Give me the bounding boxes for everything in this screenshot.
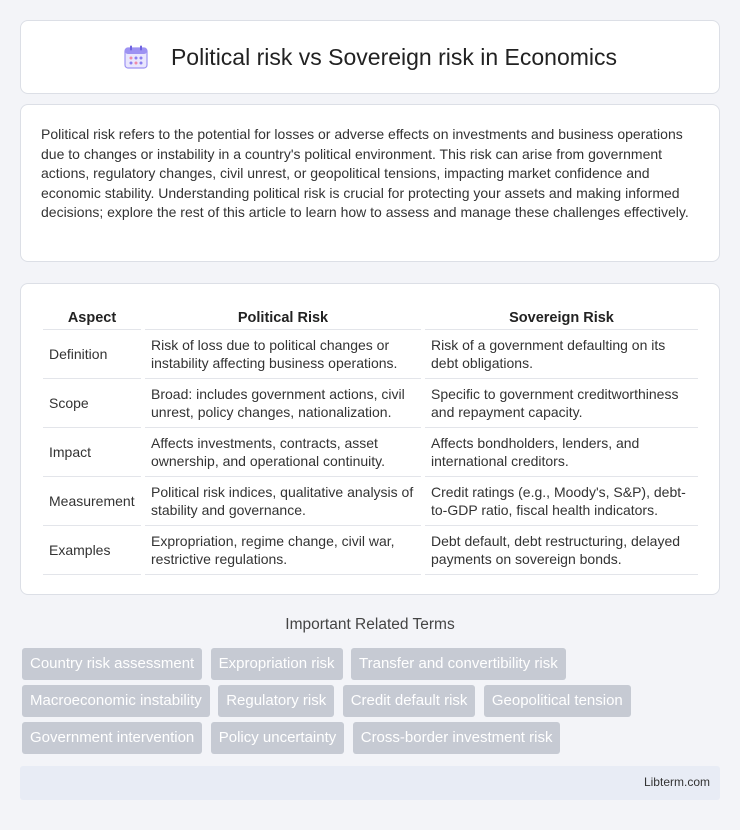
comparison-table: [43, 304, 698, 575]
tag-cross-border-investment-risk[interactable]: Cross-border investment risk: [353, 722, 561, 754]
tag-credit-default-risk[interactable]: Credit default risk: [343, 685, 476, 717]
comparison-card: [20, 283, 720, 595]
related-terms-title: Important Related Terms: [285, 616, 455, 633]
row-sovereign: Specific to government creditworthiness and repayment capacity.: [423, 379, 698, 428]
row-aspect: Examples: [43, 526, 143, 575]
intro-card: [20, 104, 720, 262]
tag-regulatory-risk[interactable]: Regulatory risk: [218, 685, 334, 717]
row-political: Broad: includes government actions, civil unrest, policy changes, nationalization.: [143, 379, 423, 428]
row-aspect: Definition: [43, 330, 143, 379]
header-aspect: Aspect: [43, 304, 143, 330]
footer-bar: [20, 766, 720, 800]
row-aspect: Impact: [43, 428, 143, 477]
row-sovereign: Affects bondholders, lenders, and international creditors.: [423, 428, 698, 477]
row-political: Risk of loss due to political changes or instability affecting business operations.: [143, 330, 423, 379]
table-header-row: [43, 304, 698, 330]
row-aspect: Scope: [43, 379, 143, 428]
tag-geopolitical-tension[interactable]: Geopolitical tension: [484, 685, 631, 717]
row-aspect: Measurement: [43, 477, 143, 526]
related-terms-list: [22, 648, 722, 759]
table-row: [43, 477, 698, 526]
footer-site-link[interactable]: Libterm.com: [643, 775, 710, 789]
row-political: Affects investments, contracts, asset ownership, and operational continuity.: [143, 428, 423, 477]
header-sovereign-risk: Sovereign Risk: [423, 304, 698, 330]
title-card: [20, 20, 720, 94]
row-political: Political risk indices, qualitative analysis of stability and governance.: [143, 477, 423, 526]
tag-country-risk-assessment[interactable]: Country risk assessment: [22, 648, 202, 680]
row-sovereign: Risk of a government defaulting on its debt obligations.: [423, 330, 698, 379]
tag-macroeconomic-instability[interactable]: Macroeconomic instability: [22, 685, 210, 717]
tag-government-intervention[interactable]: Government intervention: [22, 722, 202, 754]
table-row: [43, 330, 698, 379]
row-sovereign: Credit ratings (e.g., Moody's, S&P), debt-to-GDP ratio, fiscal health indicators.: [423, 477, 698, 526]
tag-expropriation-risk[interactable]: Expropriation risk: [211, 648, 343, 680]
header-political-risk: Political Risk: [143, 304, 423, 330]
table-row: [43, 379, 698, 428]
table-row: [43, 526, 698, 575]
tag-transfer-convertibility-risk[interactable]: Transfer and convertibility risk: [351, 648, 566, 680]
calendar-grid-icon: [123, 44, 149, 70]
row-sovereign: Debt default, debt restructuring, delayed payments on sovereign bonds.: [423, 526, 698, 575]
row-political: Expropriation, regime change, civil war, restrictive regulations.: [143, 526, 423, 575]
tag-policy-uncertainty[interactable]: Policy uncertainty: [211, 722, 345, 754]
table-row: [43, 428, 698, 477]
intro-paragraph: Political risk refers to the potential for losses or adverse effects on investments and business operations due to changes or instability in a country's political environment. This risk can arise from government actions, regulatory changes, civil unrest, or geopolitical tensions, impacting market confidence and economic stability. Understanding political risk is crucial for protecting your assets and making informed decisions; explore the rest of this article to learn how to assess and manage these challenges effectively.: [41, 126, 689, 220]
page-title: Political risk vs Sovereign risk in Economics: [170, 43, 618, 70]
